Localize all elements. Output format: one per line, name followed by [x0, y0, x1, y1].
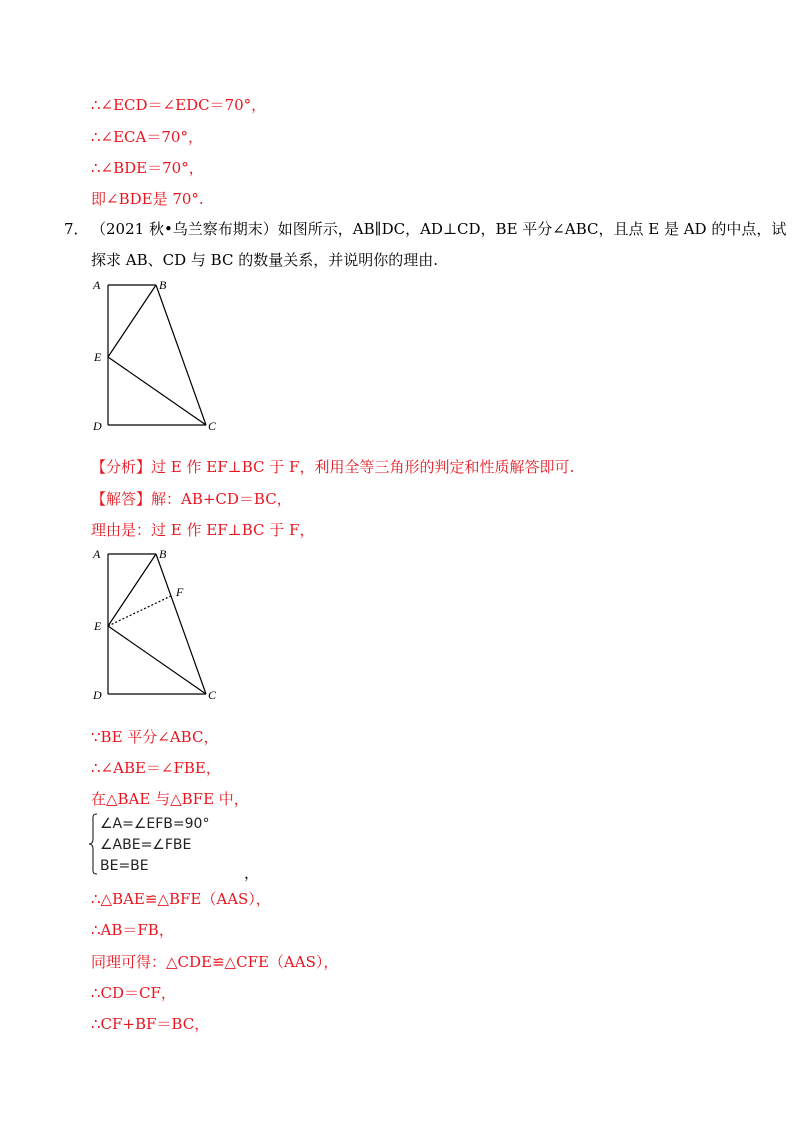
proof-congruent-2: 同理可得：△CDE≌△CFE（AAS）， — [91, 953, 339, 971]
proof-congruent-1: ∴△BAE≌△BFE（AAS）， — [91, 890, 271, 908]
question-text-line1: （2021 秋•乌兰察布期末）如图所示，AB∥DC，AD⊥CD，BE 平分∠ABC，且点 E 是 AD 的中点，试 — [91, 220, 787, 238]
proof-cd-cf: ∴CD＝CF， — [91, 984, 176, 1002]
proof-equal-angles: ∴∠ABE＝∠FBE， — [91, 759, 221, 777]
conclusion-bde: 即∠BDE是 70°. — [91, 190, 204, 208]
fig1-label-a: A — [93, 278, 101, 292]
fig2-label-b: B — [159, 547, 167, 561]
left-brace-icon — [88, 813, 98, 875]
proof-line-ecd: ∴∠ECD＝∠EDC＝70°， — [91, 96, 267, 114]
system-row-3: BE=BE — [100, 858, 149, 874]
system-row-2: ∠ABE=∠FBE — [100, 837, 192, 853]
question-text-line2: 探求 AB、CD 与 BC 的数量关系，并说明你的理由. — [91, 251, 438, 269]
fig2-label-a: A — [93, 547, 101, 561]
proof-bisector: ∵BE 平分∠ABC， — [91, 728, 219, 746]
fig2-label-d: D — [93, 688, 102, 702]
answer-reason: 理由是：过 E 作 EF⊥BC 于 F， — [91, 521, 315, 539]
system-trailing-comma: ， — [244, 864, 260, 882]
proof-line-eca: ∴∠ECA＝70°， — [91, 128, 203, 146]
fig1-label-e: E — [94, 350, 102, 364]
equation-system — [88, 813, 248, 875]
fig2-label-e: E — [94, 619, 102, 633]
fig1-label-b: B — [159, 278, 167, 292]
fig1-label-c: C — [208, 419, 217, 433]
answer-head: 【解答】解：AB+CD＝BC， — [91, 490, 292, 508]
proof-cf-bf-bc: ∴CF+BF＝BC， — [91, 1015, 210, 1033]
fig2-label-f: F — [176, 585, 184, 599]
system-row-1: ∠A=∠EFB=90° — [100, 816, 210, 832]
fig1-label-d: D — [93, 419, 102, 433]
fig2-label-c: C — [208, 688, 217, 702]
proof-ab-fb: ∴AB＝FB， — [91, 921, 174, 939]
analysis-text: 【分析】过 E 作 EF⊥BC 于 F，利用全等三角形的判定和性质解答即可. — [91, 458, 575, 476]
proof-triangles-intro: 在△BAE 与△BFE 中， — [91, 790, 249, 808]
question-number: 7． — [64, 220, 89, 238]
figure-1-diagram — [88, 275, 228, 435]
figure-2-diagram — [88, 542, 228, 704]
proof-line-bde: ∴∠BDE＝70°， — [91, 159, 204, 177]
